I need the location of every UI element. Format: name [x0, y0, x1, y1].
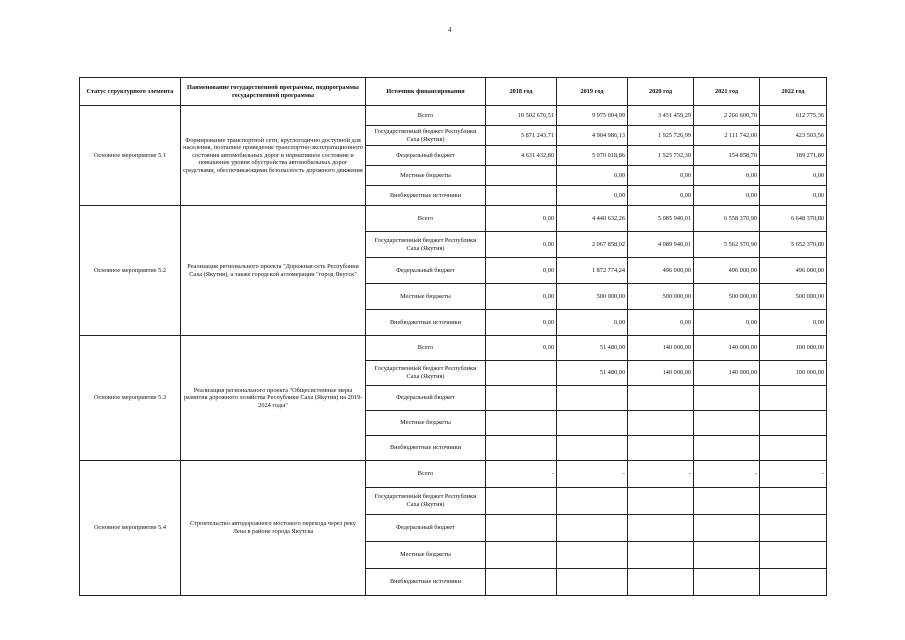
amount-cell — [628, 542, 694, 569]
amount-cell: 0,00 — [628, 186, 694, 206]
amount-cell: 0,00 — [557, 310, 628, 336]
amount-cell: 4 904 986,13 — [557, 126, 628, 146]
amount-cell: - — [486, 461, 557, 488]
amount-cell: 140 000,00 — [694, 336, 760, 361]
financing-source-cell: Всего — [366, 106, 486, 126]
amount-cell: 4 440 632,26 — [557, 206, 628, 232]
amount-cell — [486, 361, 557, 386]
header-year-2018: 2018 год — [486, 78, 557, 106]
amount-cell: 0,00 — [486, 206, 557, 232]
financing-source-cell: Федеральный бюджет — [366, 258, 486, 284]
amount-cell: 9 975 004,99 — [557, 106, 628, 126]
amount-cell: 0,00 — [694, 166, 760, 186]
financing-source-cell: Местные бюджеты — [366, 166, 486, 186]
program-name-cell: Формирование транспортной сети, круглогодично доступной для населения, поэтапное приведение транспортно-эксплуатационного состояния автомобильных дорог в нормативное состояние и повышение уровня обустройства автомобильных дорог средствами, обеспечивающими безопасность дорожного движения — [181, 106, 366, 206]
amount-cell: 0,00 — [486, 310, 557, 336]
amount-cell — [694, 386, 760, 411]
financing-source-cell: Всего — [366, 461, 486, 488]
financing-source-cell: Местные бюджеты — [366, 542, 486, 569]
amount-cell — [557, 542, 628, 569]
table-row — [80, 206, 827, 232]
amount-cell: 5 871 243,71 — [486, 126, 557, 146]
amount-cell — [628, 411, 694, 436]
amount-cell — [486, 386, 557, 411]
amount-cell: 5 085 940,01 — [628, 206, 694, 232]
amount-cell — [486, 436, 557, 461]
amount-cell: 0,00 — [557, 186, 628, 206]
amount-cell: 0,00 — [694, 186, 760, 206]
amount-cell — [557, 515, 628, 542]
amount-cell — [760, 569, 827, 596]
program-name-cell: Реализация регионального проекта "Общесистемные меры развития дорожного хозяйства Республики Саха (Якутия) на 2019-2024 годы" — [181, 336, 366, 461]
amount-cell — [486, 542, 557, 569]
table-body — [80, 106, 827, 596]
header-year-2022: 2022 год — [760, 78, 827, 106]
amount-cell: 6 648 370,80 — [760, 206, 827, 232]
program-name-cell: Строительство автодорожного мостового перехода через реку Лена в районе города Якутска — [181, 461, 366, 596]
program-name-cell: Реализация регионального проекта "Дорожная сеть Республики Саха (Якутия), а также городской агломерации "город Якутск" — [181, 206, 366, 336]
amount-cell — [694, 411, 760, 436]
amount-cell — [694, 488, 760, 515]
amount-cell: 100 000,00 — [760, 361, 827, 386]
status-cell: Основное мероприятие 5.1 — [80, 106, 181, 206]
amount-cell — [486, 411, 557, 436]
amount-cell — [486, 166, 557, 186]
header-financing-source: Источник финансирования — [366, 78, 486, 106]
amount-cell — [760, 386, 827, 411]
financing-source-cell: Всего — [366, 206, 486, 232]
amount-cell: 0,00 — [486, 258, 557, 284]
table-header-row — [80, 78, 827, 106]
amount-cell: 0,00 — [557, 166, 628, 186]
amount-cell — [760, 488, 827, 515]
amount-cell: 2 111 742,00 — [694, 126, 760, 146]
amount-cell: 500 000,00 — [760, 284, 827, 310]
amount-cell: 100 000,00 — [760, 336, 827, 361]
amount-cell — [760, 436, 827, 461]
amount-cell: 0,00 — [760, 186, 827, 206]
financing-source-cell: Федеральный бюджет — [366, 515, 486, 542]
amount-cell: 4 631 432,80 — [486, 146, 557, 166]
amount-cell: 0,00 — [486, 336, 557, 361]
amount-cell: 189 271,80 — [760, 146, 827, 166]
amount-cell — [694, 569, 760, 596]
amount-cell — [628, 515, 694, 542]
amount-cell: 1 872 774,24 — [557, 258, 628, 284]
amount-cell: 2 067 858,02 — [557, 232, 628, 258]
table-row — [80, 336, 827, 361]
amount-cell — [557, 386, 628, 411]
financing-source-cell: Местные бюджеты — [366, 284, 486, 310]
amount-cell: 1 925 726,99 — [628, 126, 694, 146]
amount-cell: - — [557, 461, 628, 488]
status-cell: Основное мероприятие 5.3 — [80, 336, 181, 461]
amount-cell: 51 480,00 — [557, 336, 628, 361]
amount-cell: 5 652 370,80 — [760, 232, 827, 258]
header-year-2021: 2021 год — [694, 78, 760, 106]
amount-cell: 3 451 459,29 — [628, 106, 694, 126]
amount-cell: 423 503,56 — [760, 126, 827, 146]
amount-cell: 1 525 732,30 — [628, 146, 694, 166]
amount-cell: 5 562 370,90 — [694, 232, 760, 258]
page-number: 4 — [448, 26, 452, 34]
amount-cell — [486, 569, 557, 596]
amount-cell: 10 502 676,51 — [486, 106, 557, 126]
amount-cell: 140 000,00 — [628, 336, 694, 361]
amount-cell — [760, 542, 827, 569]
amount-cell — [628, 386, 694, 411]
amount-cell — [486, 515, 557, 542]
amount-cell: 0,00 — [694, 310, 760, 336]
amount-cell: - — [760, 461, 827, 488]
financing-source-cell: Местные бюджеты — [366, 411, 486, 436]
status-cell: Основное мероприятие 5.2 — [80, 206, 181, 336]
amount-cell: 2 266 600,70 — [694, 106, 760, 126]
amount-cell — [694, 542, 760, 569]
amount-cell: 0,00 — [760, 166, 827, 186]
financing-source-cell: Государственный бюджет Республики Саха (Якутия) — [366, 488, 486, 515]
header-year-2020: 2020 год — [628, 78, 694, 106]
amount-cell: 496 000,00 — [760, 258, 827, 284]
amount-cell: - — [628, 461, 694, 488]
amount-cell: 0,00 — [760, 310, 827, 336]
amount-cell: 5 070 018,86 — [557, 146, 628, 166]
financing-source-cell: Внебюджетные источники — [366, 436, 486, 461]
amount-cell: 500 000,00 — [557, 284, 628, 310]
financing-source-cell: Государственный бюджет Республики Саха (Якутия) — [366, 126, 486, 146]
header-status: Статус структурного элемента — [80, 78, 181, 106]
amount-cell — [628, 569, 694, 596]
amount-cell — [557, 411, 628, 436]
amount-cell: 140 000,00 — [628, 361, 694, 386]
amount-cell: 4 089 940,01 — [628, 232, 694, 258]
amount-cell — [628, 436, 694, 461]
amount-cell — [557, 488, 628, 515]
amount-cell: 154 858,70 — [694, 146, 760, 166]
amount-cell: 0,00 — [628, 310, 694, 336]
financing-source-cell: Всего — [366, 336, 486, 361]
amount-cell — [760, 411, 827, 436]
financing-source-cell: Государственный бюджет Республики Саха (Якутия) — [366, 232, 486, 258]
financing-source-cell: Федеральный бюджет — [366, 146, 486, 166]
amount-cell: 496 000,00 — [694, 258, 760, 284]
amount-cell: 496 000,00 — [628, 258, 694, 284]
amount-cell: 6 558 370,90 — [694, 206, 760, 232]
amount-cell — [557, 569, 628, 596]
financing-source-cell: Внебюджетные источники — [366, 186, 486, 206]
amount-cell: 140 000,00 — [694, 361, 760, 386]
financing-source-cell: Внебюджетные источники — [366, 310, 486, 336]
amount-cell: 0,00 — [486, 284, 557, 310]
status-cell: Основное мероприятие 5.4 — [80, 461, 181, 596]
financing-source-cell: Внебюджетные источники — [366, 569, 486, 596]
amount-cell — [760, 515, 827, 542]
amount-cell — [628, 488, 694, 515]
financing-source-cell: Федеральный бюджет — [366, 386, 486, 411]
amount-cell: 0,00 — [486, 232, 557, 258]
header-program-name: Наименование государственной программы, подпрограммы государственной программы — [181, 78, 366, 106]
table-row — [80, 461, 827, 488]
amount-cell: 0,00 — [628, 166, 694, 186]
amount-cell: 51 480,00 — [557, 361, 628, 386]
amount-cell — [694, 515, 760, 542]
amount-cell: - — [694, 461, 760, 488]
amount-cell: 612 775,36 — [760, 106, 827, 126]
financing-table — [79, 77, 827, 596]
amount-cell — [694, 436, 760, 461]
amount-cell — [557, 436, 628, 461]
amount-cell: 500 000,00 — [694, 284, 760, 310]
table-row — [80, 106, 827, 126]
amount-cell: 500 000,00 — [628, 284, 694, 310]
amount-cell — [486, 488, 557, 515]
amount-cell — [486, 186, 557, 206]
header-year-2019: 2019 год — [557, 78, 628, 106]
financing-source-cell: Государственный бюджет Республики Саха (Якутия) — [366, 361, 486, 386]
